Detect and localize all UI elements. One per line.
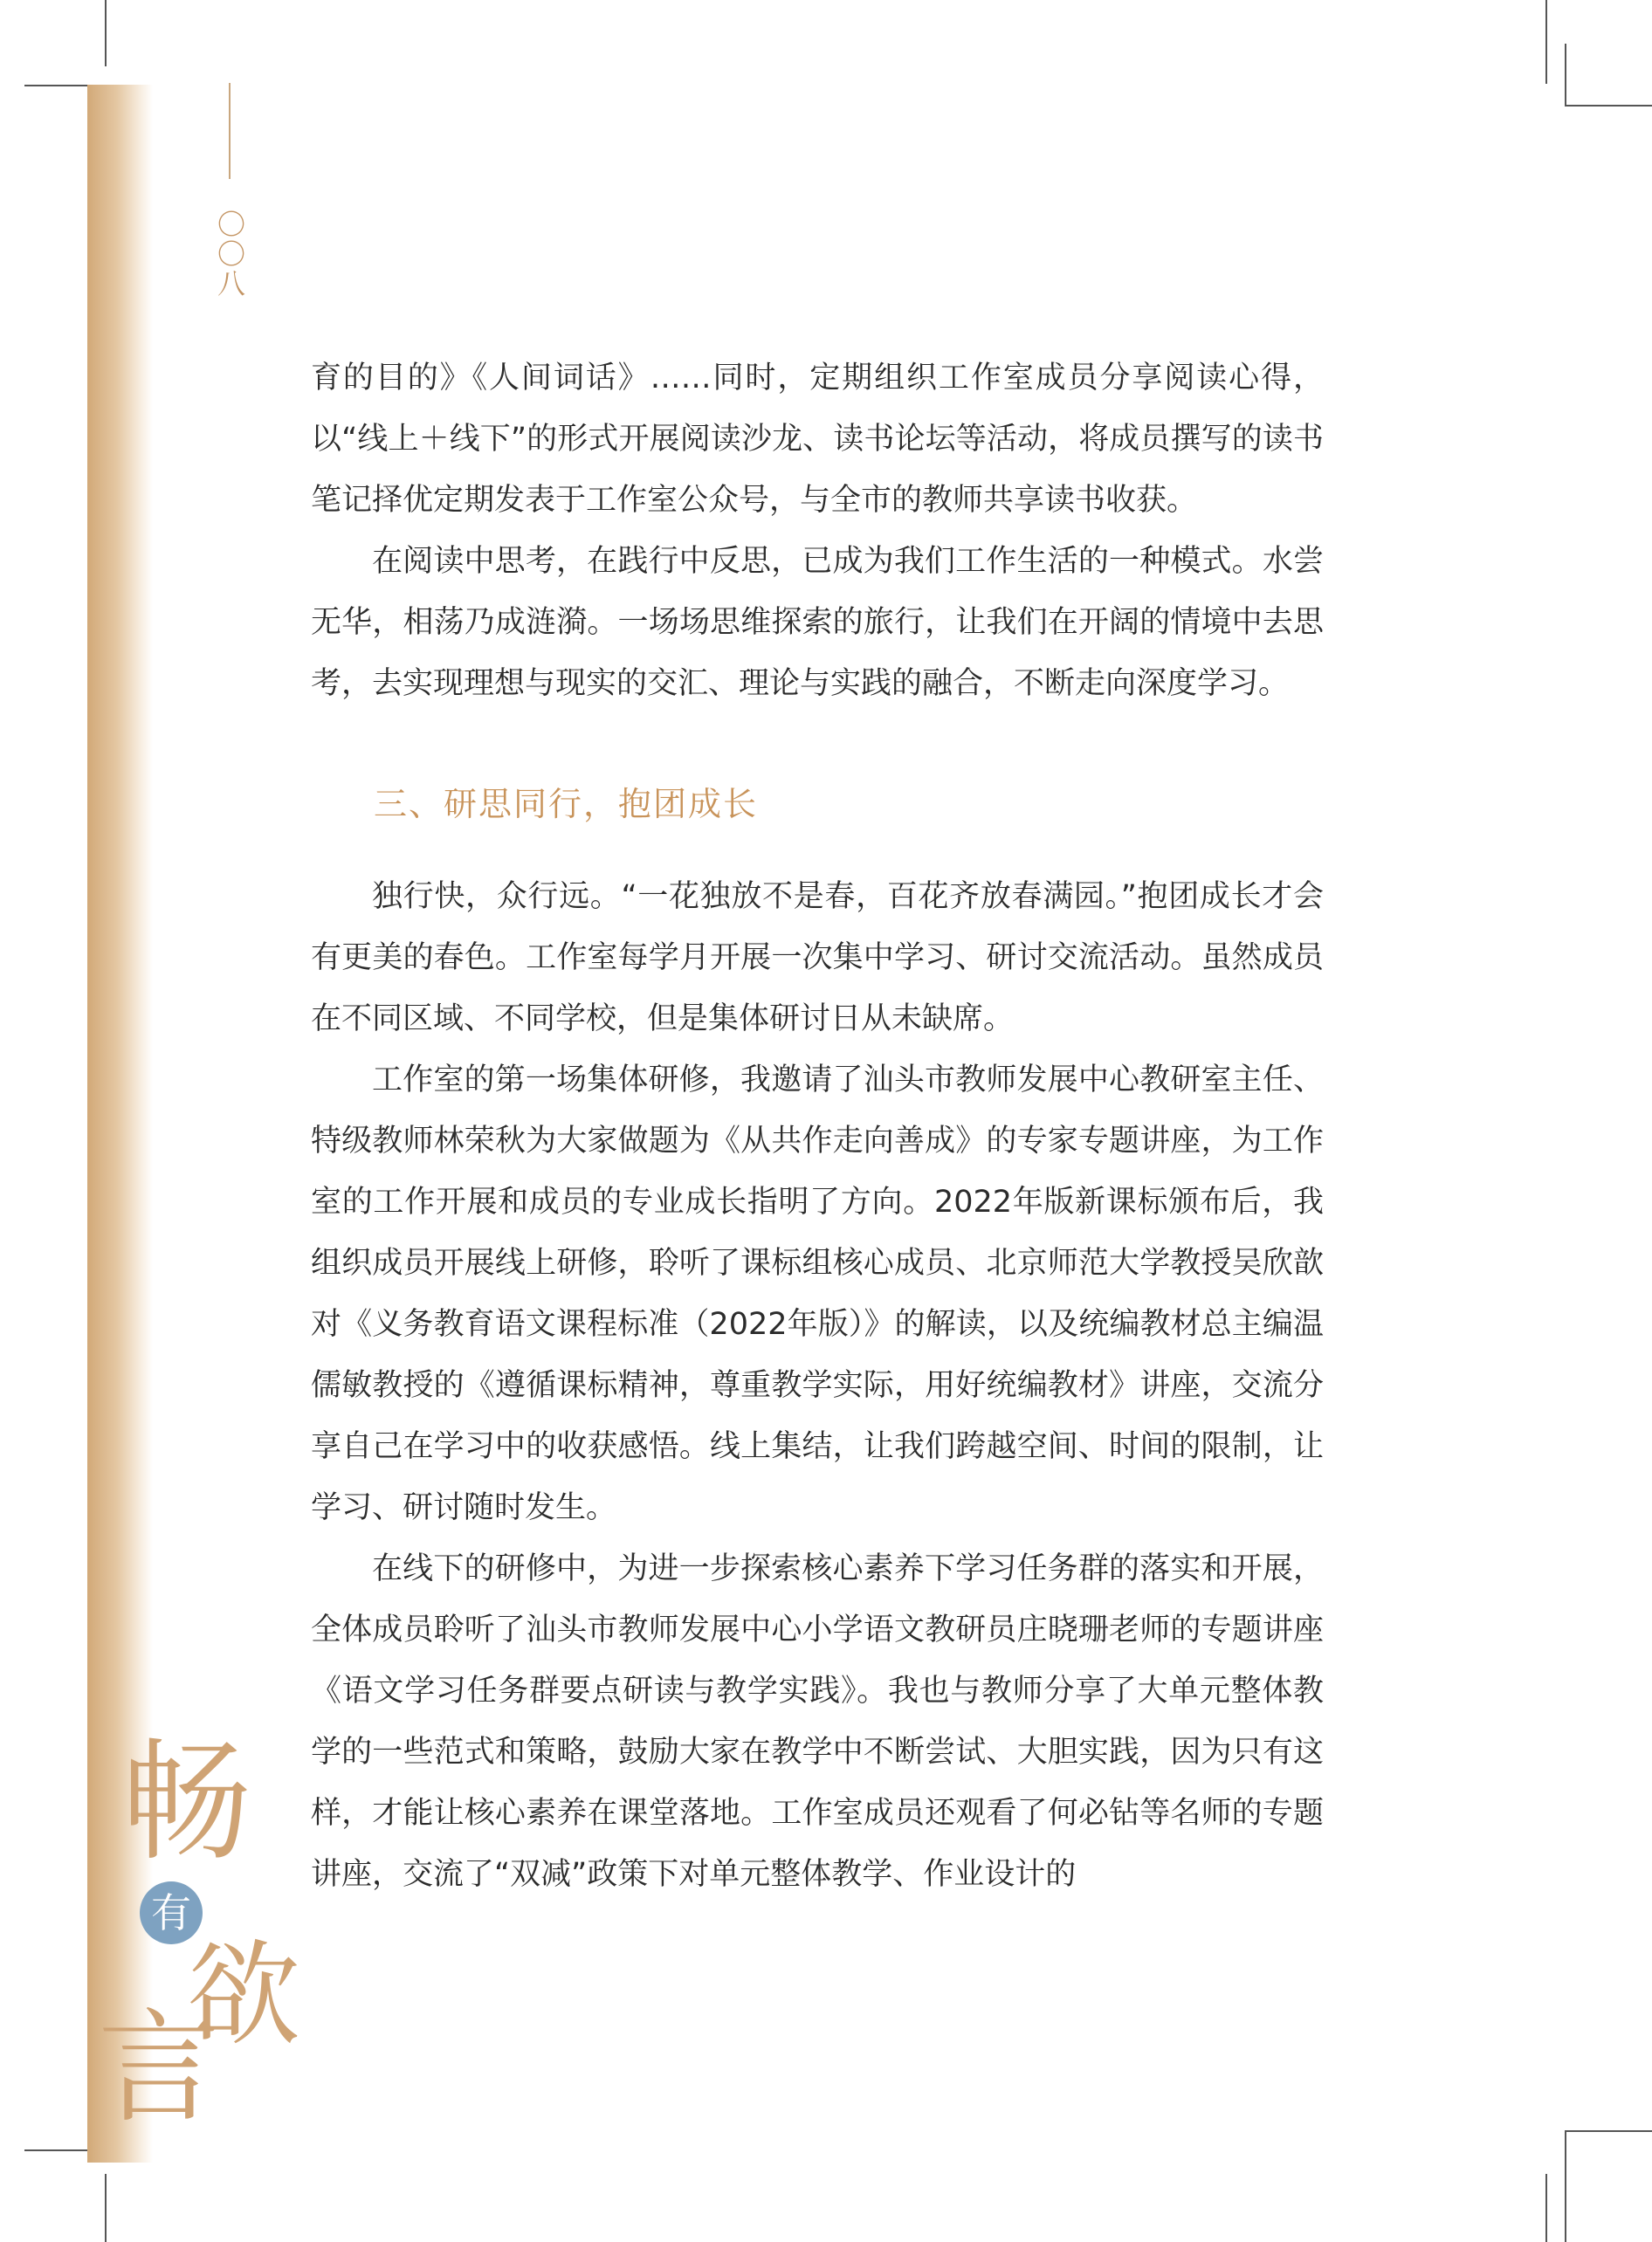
paragraph: 工作室的第一场集体研修，我邀请了汕头市教师发展中心教研室主任、特级教师林荣秋为大家做题为《从共作走向善成》的专家专题讲座，为工作室的工作开展和成员的专业成长指明了方向。2022年版新课标颁布后，我组织成员开展线上研修，聆听了课标组核心成员、北京师范大学教授吴欣歆对《义务教育语文课程标准（2022年版）》的解读，以及统编教材总主编温儒敏教授的《遵循课标精神，尊重教学实际，用好统编教材》讲座，交流分享自己在学习中的收获感悟。线上集结，让我们跨越空间、时间的限制，让学习、研讨随时发生。 — [311, 1063, 1324, 1525]
title-char: 欲 — [187, 1929, 301, 2061]
paragraph: 独行快，众行远。“一花独放不是春，百花齐放春满园。”抱团成长才会有更美的春色。工作室每学月开展一次集中学习、研讨交流活动。虽然成员在不同区域、不同学校，但是集体研讨日从未缺席。 — [311, 879, 1324, 1036]
crop-mark — [1545, 0, 1547, 84]
body-text — [311, 347, 1324, 1905]
page-number: 〇〇八 — [213, 210, 246, 299]
crop-mark — [105, 2174, 107, 2242]
paragraph: 在线下的研修中，为进一步探索核心素养下学习任务群的落实和开展，全体成员聆听了汕头市教师发展中心小学语文教研员庄晓珊老师的专题讲座《语文学习任务群要点研读与教学实践》。我也与教师分享了大单元整体教学的一些范式和策略，鼓励大家在教学中不断尝试、大胆实践，因为只有这样，才能让核心素养在课堂落地。工作室成员还观看了何必钻等名师的专题讲座，交流了“双减”政策下对单元整体教学、作业设计的 — [311, 1551, 1324, 1892]
crop-mark — [1565, 105, 1652, 107]
title-char-circle: 有 — [140, 1881, 203, 1944]
decorative-side-band — [87, 85, 153, 2163]
crop-mark — [1545, 2174, 1547, 2242]
paragraph: 育的目的》《人间词话》……同时，定期组织工作室成员分享阅读心得，以“线上＋线下”的形式开展阅读沙龙、读书论坛等活动，将成员撰写的读书笔记择优定期发表于工作室公众号，与全市的教师共享读书收获。 — [311, 361, 1324, 518]
section-heading: 三、研思同行，抱团成长 — [374, 785, 759, 823]
paragraph: 在阅读中思考，在践行中反思，已成为我们工作生活的一种模式。水尝无华，相荡乃成涟漪。一场场思维探索的旅行，让我们在开阔的情境中去思考，去实现理想与现实的交汇、理论与实践的融合，不断走向深度学习。 — [311, 544, 1324, 701]
crop-mark — [1565, 2130, 1566, 2242]
crop-mark — [1565, 44, 1566, 107]
header-rule — [229, 83, 231, 179]
crop-mark — [1565, 2130, 1652, 2132]
title-char: 言 — [98, 1998, 221, 2140]
title-char: 畅 — [120, 1727, 252, 1879]
crop-mark — [105, 0, 107, 66]
